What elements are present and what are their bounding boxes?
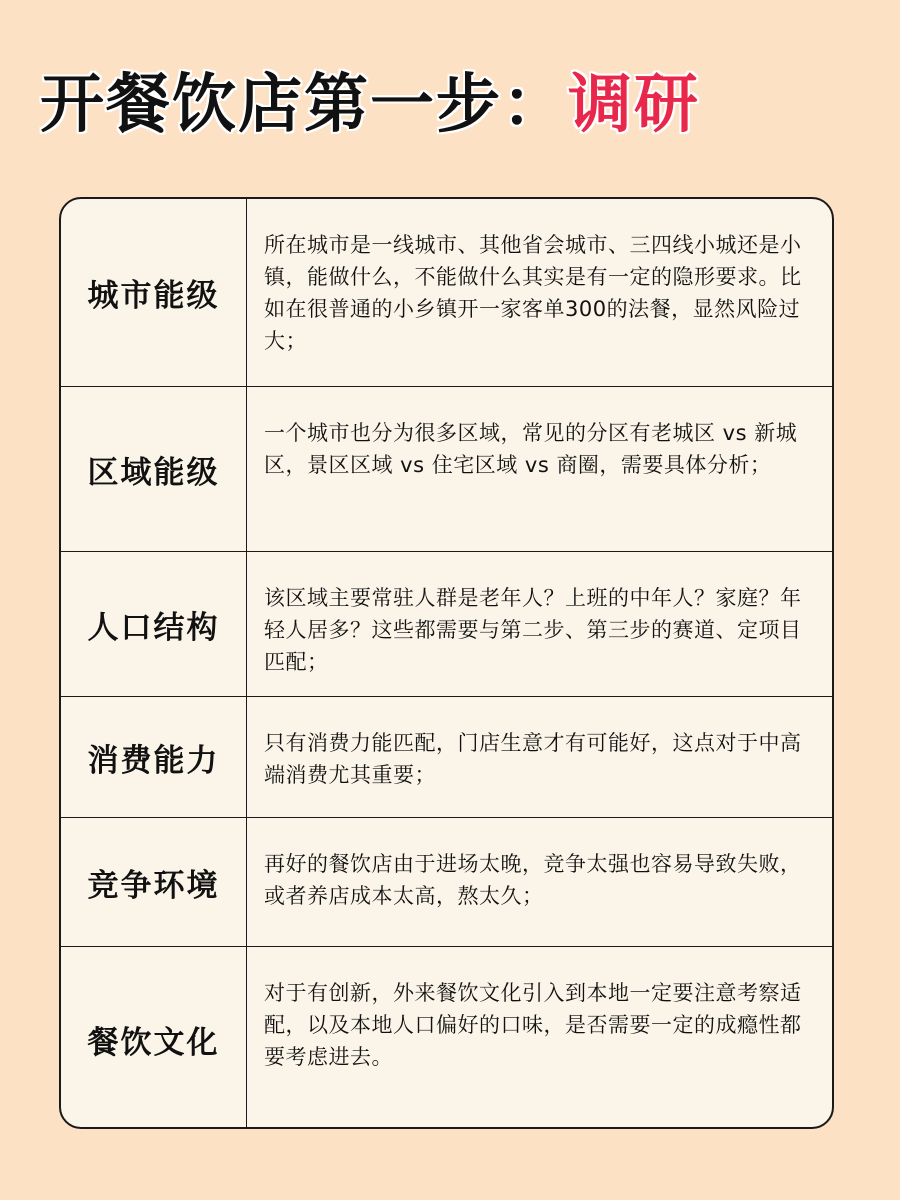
title-accent: 调研 bbox=[568, 68, 700, 142]
title-main: 开餐饮店第一步： bbox=[40, 68, 568, 142]
description-cell: 一个城市也分为很多区域，常见的分区有老城区 vs 新城区，景区区域 vs 住宅区域 vs 商圈，需要具体分析； bbox=[264, 421, 798, 477]
description-cell: 只有消费力能匹配，门店生意才有可能好，这点对于中高端消费尤其重要； bbox=[264, 731, 802, 787]
research-table bbox=[59, 197, 834, 1129]
category-cell: 餐饮文化 bbox=[61, 947, 247, 1129]
description-cell: 该区域主要常驻人群是老年人？上班的中年人？家庭？年轻人居多？这些都需要与第二步、第三步的赛道、定项目匹配； bbox=[264, 586, 802, 674]
category-cell: 区域能级 bbox=[61, 387, 247, 551]
table-row-spending-power bbox=[61, 697, 832, 818]
description-cell: 所在城市是一线城市、其他省会城市、三四线小城还是小镇，能做什么，不能做什么其实是有一定的隐形要求。比如在很普通的小乡镇开一家客单300的法餐，显然风险过大； bbox=[264, 233, 802, 353]
description-cell: 对于有创新，外来餐饮文化引入到本地一定要注意考察适配，以及本地人口偏好的口味，是否需要一定的成瘾性都要考虑进去。 bbox=[264, 981, 802, 1069]
table-row-city-level bbox=[61, 199, 832, 387]
category-cell: 人口结构 bbox=[61, 552, 247, 696]
category-cell: 消费能力 bbox=[61, 697, 247, 817]
category-cell: 竞争环境 bbox=[61, 818, 247, 946]
page-title bbox=[40, 54, 700, 144]
description-cell: 再好的餐饮店由于进场太晚，竞争太强也容易导致失败，或者养店成本太高，熬太久； bbox=[264, 852, 802, 908]
table-row-competition bbox=[61, 818, 832, 947]
table-row-population bbox=[61, 552, 832, 697]
table-row-food-culture bbox=[61, 947, 832, 1129]
table-row-district-level bbox=[61, 387, 832, 552]
category-cell: 城市能级 bbox=[61, 199, 247, 386]
